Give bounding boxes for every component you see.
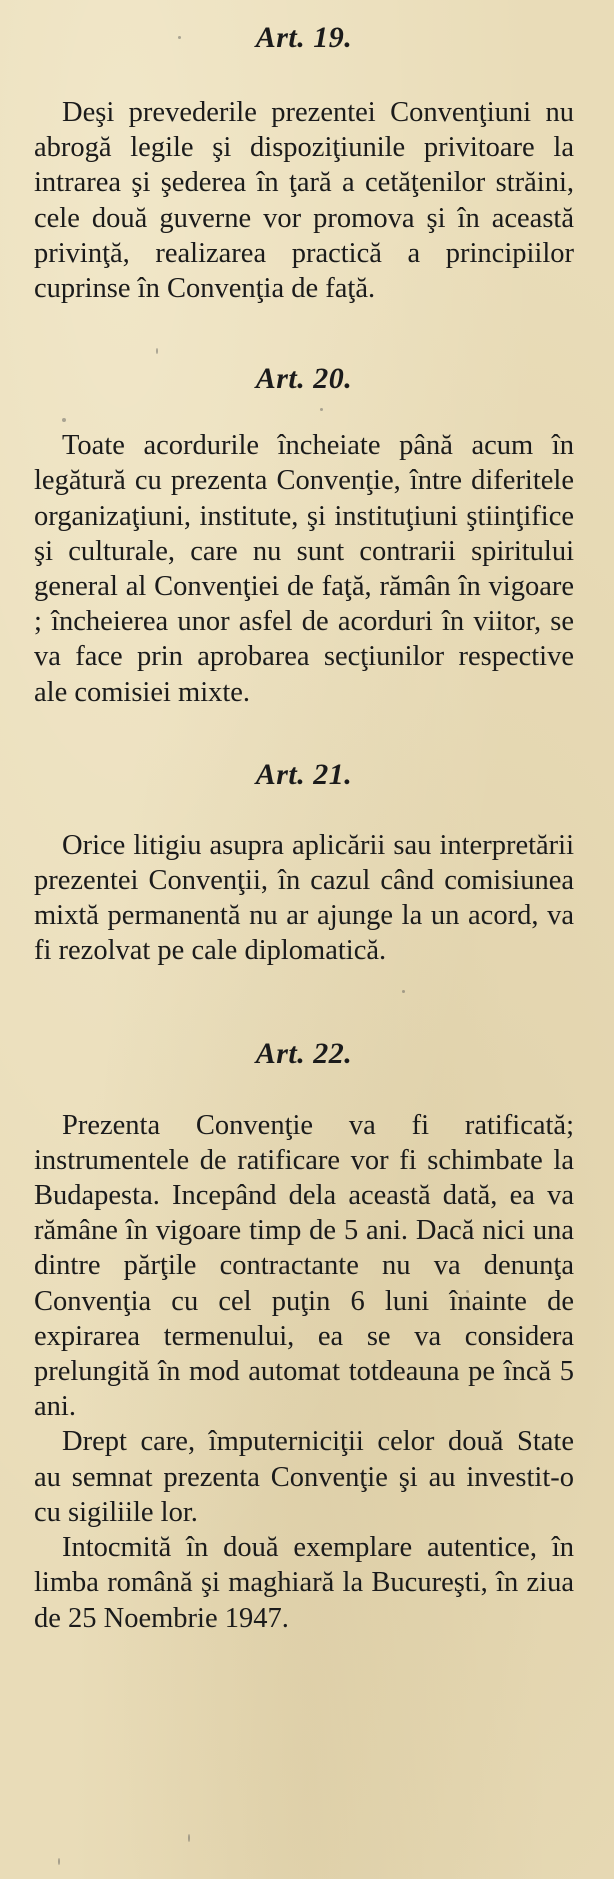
article-21-body	[34, 828, 574, 969]
article-22-body	[34, 1108, 574, 1636]
article-19-heading: Art. 19.	[255, 21, 353, 54]
article-21-heading: Art. 21.	[255, 757, 353, 791]
article-22-paragraph-signatures: Drept care, împuterniciţii celor două State au semnat prezenta Convenţie şi au investit-o cu sigiliile lor.	[34, 1426, 574, 1528]
print-speck	[58, 1858, 60, 1865]
article-22-paragraph-ratification: Prezenta Convenţie va fi ratificată; instrumentele de ratificare vor fi schimbate la Budapesta. Incepând dela această dată, ea va rămâne în vigoare timp de 5 ani. Dacă nici una dintre părţile contractante nu va denunţa Convenţia cu cel puţin 6 luni înainte de expirarea termenului, ea se va considera prelungită în mod automat totdeauna pe încă 5 ani.	[34, 1109, 574, 1423]
print-speck	[178, 36, 181, 39]
print-speck	[466, 1290, 469, 1293]
print-speck	[402, 990, 405, 993]
print-speck	[156, 348, 158, 354]
article-20-heading: Art. 20.	[255, 362, 353, 396]
article-19-body	[34, 95, 574, 306]
print-speck	[188, 1834, 190, 1842]
article-19-paragraph: Deşi prevederile prezentei Convenţiuni nu abrogă legile şi dispoziţiunile privitoare la intrarea şi şederea în ţară a cetăţenilor străini, cele două guverne vor promova şi în această privinţă, realizarea practică a principiilor cuprinse în Convenţia de faţă.	[34, 97, 574, 305]
print-speck	[320, 408, 323, 411]
article-20-paragraph: Toate acordurile încheiate până acum în legătură cu prezenta Convenţie, între diferitele organizaţiuni, institute, şi instituţiuni ştiinţifice şi culturale, care nu sunt contrarii spiritului general al Convenţiei de faţă, rămân în vigoare ; încheierea unor asfel de acorduri în viitor, se va face prin aprobarea secţiunilor respective ale comisiei mixte.	[34, 430, 574, 708]
article-22-heading: Art. 22.	[255, 1036, 353, 1070]
article-20-body	[34, 428, 574, 710]
article-21-paragraph: Orice litigiu asupra aplicării sau interpretării prezentei Convenţii, în cazul când comisiunea mixtă permanentă nu ar ajunge la un acord, va fi rezolvat pe cale diplomatică.	[34, 829, 574, 967]
print-speck	[62, 418, 66, 422]
article-22-paragraph-date-place: Intocmită în două exemplare autentice, în limba română şi maghiară la Bucureşti, în ziua de 25 Noembrie 1947.	[34, 1532, 574, 1634]
